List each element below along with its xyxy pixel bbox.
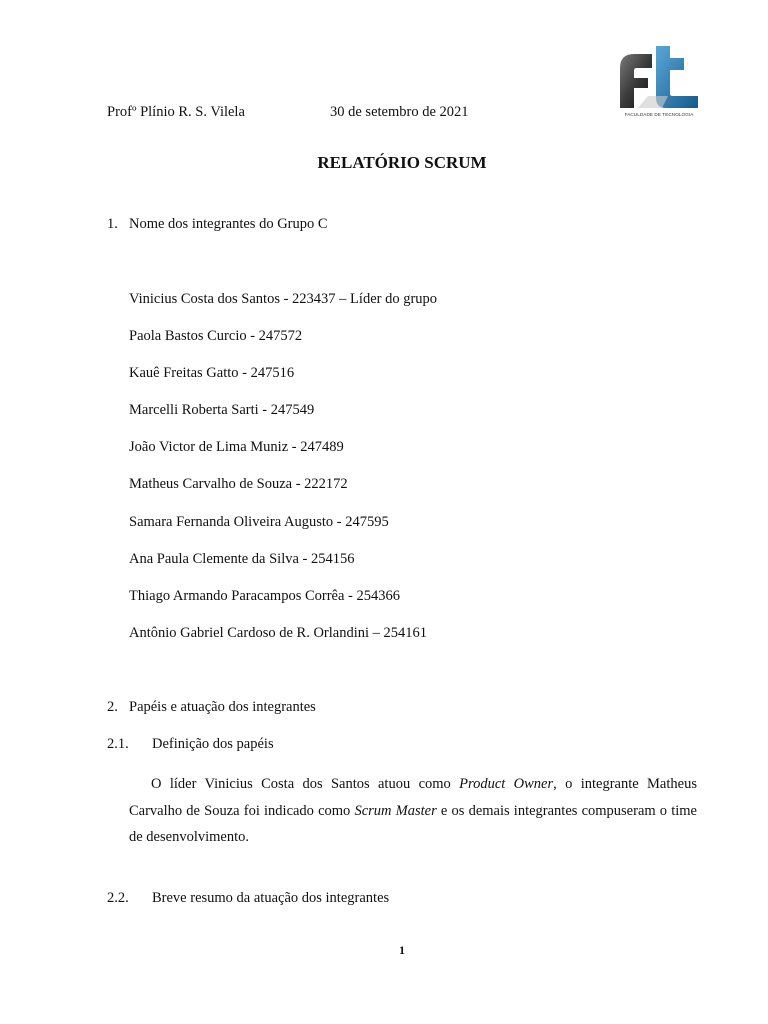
logo-mark-icon <box>618 44 700 110</box>
subsection-2-1-heading: Definição dos papéis <box>152 736 274 752</box>
member-item: Paola Bastos Curcio - 247572 <box>129 328 303 345</box>
faculty-logo <box>618 44 700 122</box>
subsection-2-1-number: 2.1. <box>107 736 129 752</box>
member-item: Vinicius Costa dos Santos - 223437 – Líder do grupo <box>129 291 438 307</box>
member-item: Matheus Carvalho de Souza - 222172 <box>129 476 348 493</box>
member-item: Thiago Armando Paracampos Corrêa - 254366 <box>129 587 400 604</box>
subsection-2-2-number: 2.2. <box>107 890 129 906</box>
member-item: Ana Paula Clemente da Silva - 254156 <box>129 550 355 567</box>
professor-name: Profº Plínio R. S. Vilela <box>107 104 245 120</box>
member-item: Marcelli Roberta Sarti - 247549 <box>129 402 315 419</box>
roles-paragraph <box>129 771 697 851</box>
member-item: Samara Fernanda Oliveira Augusto - 247595 <box>129 513 389 530</box>
scrum-master-term: Scrum Master <box>354 802 437 819</box>
section-1-number: 1. <box>107 216 118 232</box>
subsection-2-2-heading: Breve resumo da atuação dos integrantes <box>152 890 390 906</box>
section-1-heading: Nome dos integrantes do Grupo C <box>129 216 328 232</box>
paragraph-text: , o integrante Matheus Carvalho de Souza foi indicado como <box>129 776 697 819</box>
member-item: Kauê Freitas Gatto - 247516 <box>129 365 295 382</box>
page-number: 1 <box>399 943 405 957</box>
members-list <box>129 290 437 661</box>
member-item: João Victor de Lima Muniz - 247489 <box>129 439 344 456</box>
logo-caption: FACULDADE DE TECNOLOGIA <box>624 112 694 117</box>
document-title: RELATÓRIO SCRUM <box>317 153 487 172</box>
paragraph-text: O líder Vinicius Costa dos Santos atuou como <box>151 776 460 792</box>
section-2-heading: Papéis e atuação dos integrantes <box>129 699 316 715</box>
member-item: Antônio Gabriel Cardoso de R. Orlandini – 254161 <box>129 624 428 641</box>
section-2-number: 2. <box>107 699 118 715</box>
paragraph-text: e os demais integrantes compuseram o time de desenvolvimento. <box>129 802 697 845</box>
document-date: 30 de setembro de 2021 <box>330 104 469 120</box>
product-owner-term: Product Owner <box>459 776 554 792</box>
